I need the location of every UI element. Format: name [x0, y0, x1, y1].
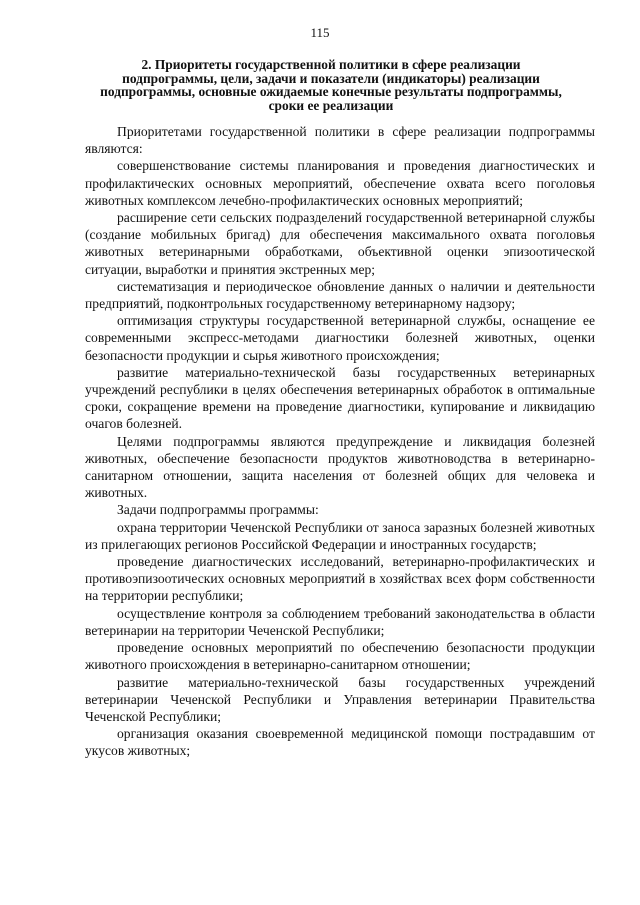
paragraph-tasks-intro: Задачи подпрограммы программы: [117, 502, 319, 518]
paragraph-goals: Целями подпрограммы являются предупреждение и ликвидация болезней животных, обеспечение безопасности продуктов животноводства в ветеринарно-санитарном отношении, защита населения от болезней общих для человека и животных. [85, 433, 595, 501]
paragraph-item: проведение основных мероприятий по обеспечению безопасности продукции животного происхождения в ветеринарно-санитарном отношении; [85, 640, 595, 673]
paragraph-item: осуществление контроля за соблюдением требований законодательства в области ветеринарии на территории Чеченской Республики; [85, 605, 595, 638]
paragraph-item: проведение диагностических исследований, ветеринарно-профилактических и противоэпизоотических основных мероприятий в хозяйствах всех форм собственности на территории республики; [85, 554, 595, 604]
paragraph-item: оптимизация структуры государственной ветеринарной службы, оснащение ее современными экспресс-методами диагностики болезней животных, оценки безопасности продукции и сырья животного происхождения; [85, 313, 595, 363]
paragraph-item: развитие материально-технической базы государственных учреждений ветеринарии Чеченской Республики и Управления ветеринарии Правительства Чеченской Республики; [85, 674, 595, 724]
page-number: 115 [310, 25, 330, 40]
paragraph-priorities: Приоритетами государственной политики в сфере реализации подпрограммы являются: [85, 124, 595, 157]
paragraph-item: систематизация и периодическое обновление данных о наличии и деятельности предприятий, подконтрольных государственному ветеринарному надзору; [85, 278, 595, 312]
paragraph-item: охрана территории Чеченской Республики от заноса заразных болезней животных из прилегающих регионов Российской Федерации и иностранных государств; [85, 519, 595, 552]
paragraph-item: расширение сети сельских подразделений государственной ветеринарной службы (создание мобильных бригад) для обеспечения максимального охвата поголовья животных ветеринарными обработками, объективной оценки эпизоотической ситуации, выработки и принятия экстренных мер; [85, 210, 595, 277]
paragraph-item: совершенствование системы планирования и проведения диагностических и профилактических основных мероприятий, обеспечение охвата всего поголовья животных комплексом лечебно-профилактических основных мероприятий; [85, 158, 595, 208]
document-body [85, 123, 595, 760]
paragraph-item: развитие материально-технической базы государственных ветеринарных учреждений республики в целях обеспечения ветеринарных обработок в оптимальные сроки, сокращение времени на проведение диагностики, купирование и ликвидацию очагов болезней. [85, 364, 595, 432]
section-heading: 2. Приоритеты государственной политики в сфере реализации подпрограммы, цели, задачи и показатели (индикаторы) реализации подпрограммы, основные ожидаемые конечные результаты подпрограммы, сроки ее реализации [100, 57, 562, 113]
paragraph-item: организация оказания своевременной медицинской помощи пострадавшим от укусов животных; [85, 726, 595, 759]
